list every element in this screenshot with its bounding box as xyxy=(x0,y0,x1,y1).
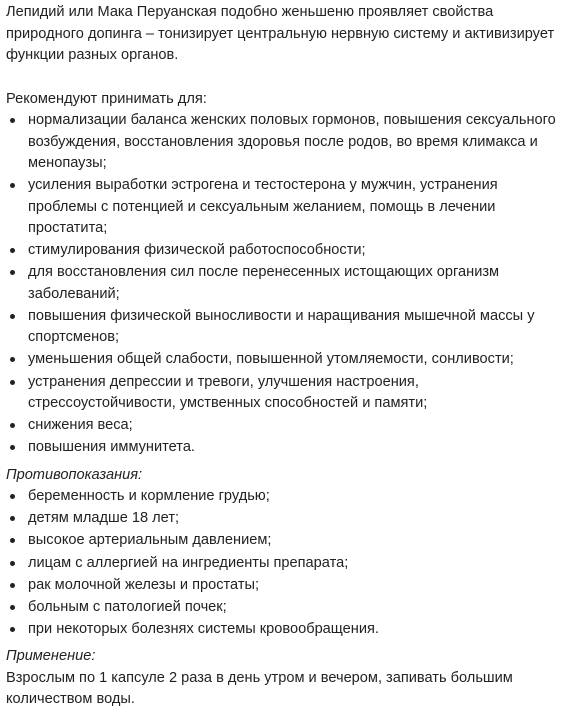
recommend-item: нормализации баланса женских половых гормонов, повышения сексуального возбуждения, восстановления здоровья после родов, во время климакса и менопаузы; xyxy=(6,110,568,175)
recommend-item: уменьшения общей слабости, повышенной утомляемости, сонливости; xyxy=(6,349,568,371)
contraindications-list xyxy=(6,486,576,640)
contraindications-heading: Противопоказания: xyxy=(6,466,143,483)
intro-paragraph: Лепидий или Мака Перуанская подобно женьшеню проявляет свойства природного допинга – тонизирует центральную нервную систему и активизирует функции разных органов. xyxy=(6,4,555,63)
contraindication-item: высокое артериальным давлением; xyxy=(6,530,568,552)
contraindication-item: детям младше 18 лет; xyxy=(6,508,568,530)
usage-text: Взрослым по 1 капсуле 2 раза в день утром и вечером, запивать большим количеством воды. xyxy=(6,669,513,708)
recommend-item: усиления выработки эстрогена и тестостерона у мужчин, устранения проблемы с потенцией и сексуальным желанием, помощь в лечении простатита; xyxy=(6,175,568,240)
recommend-item: для восстановления сил после перенесенных истощающих организм заболеваний; xyxy=(6,262,568,305)
contraindication-item: беременность и кормление грудью; xyxy=(6,486,568,508)
usage-heading: Применение: xyxy=(6,648,96,665)
contraindication-item: лицам с аллергией на ингредиенты препарата; xyxy=(6,553,568,575)
contraindication-item: рак молочной железы и простаты; xyxy=(6,575,568,597)
spacer xyxy=(6,67,576,89)
recommend-list xyxy=(6,110,576,459)
recommend-item: повышения иммунитета. xyxy=(6,437,568,459)
recommend-item: устранения депрессии и тревоги, улучшения настроения, стрессоустойчивости, умственных способностей и памяти; xyxy=(6,372,568,415)
contraindication-item: при некоторых болезнях системы кровообращения. xyxy=(6,619,568,641)
recommend-item: стимулирования физической работоспособности; xyxy=(6,240,568,262)
recommend-item: снижения веса; xyxy=(6,415,568,437)
contraindication-item: больным с патологией почек; xyxy=(6,597,568,619)
recommend-heading: Рекомендуют принимать для: xyxy=(6,90,207,107)
recommend-item: повышения физической выносливости и наращивания мышечной массы у спортсменов; xyxy=(6,306,568,349)
